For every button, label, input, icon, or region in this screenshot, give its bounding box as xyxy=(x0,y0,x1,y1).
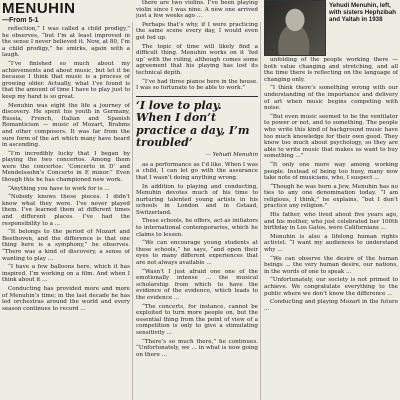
paragraph: “It belongs to the period of Mozart and Beethoven, and the difference is that one thing here is a symphony,” he observes. “There was a kind of discovery, a sense of wanting to play ... xyxy=(2,229,130,262)
paragraph: The topic of time will likely find a difficult thing. Menuhin works on it ‘fed up’ with the ruling, although comes some agreement that his playing has lost its technical depth. xyxy=(136,43,258,76)
paragraph: “But even music seemed to be the ventilator to power or not, and to something. The people who write this kind of background music have too much knowledge for their own good. They know too much about psychology, so they are able to write music that makes us want to buy something ...” xyxy=(264,113,398,160)
pull-quote-credit: — Yehudi Menuhin xyxy=(205,151,258,158)
column-2-body-bottom xyxy=(136,162,258,359)
pull-quote xyxy=(136,96,258,158)
column-3 xyxy=(264,0,398,400)
column-1 xyxy=(2,0,130,400)
paragraph: “I have a few balloons here, which it has inspired. I’m working on a film. And when I think about it ... xyxy=(2,264,130,284)
paragraph: “It only one more way among working people. Instead of being too busy, many now take note of musicians, who, I suspect ... xyxy=(264,161,398,182)
paragraph: “Anything you have to work for is ... xyxy=(8,185,110,192)
paragraph: “The concerts, for instance, cannot be exploited to turn more people on, but the essential thing from the point of view of a competition is only to give a stimulating sensitivity ... xyxy=(136,303,258,336)
paragraph: “I think there’s something wrong with our understanding of the importance and delivery of art when music begins competing with noise. xyxy=(264,85,398,112)
paragraph: “We can encourage young students at these schools,” he says, “and open their eyes to many different experiences that are not always available ... xyxy=(136,240,258,267)
paragraph: Menuhin was eight the life a journey of discovery. He spent his youth in Germany, Russia, French, Italian and Spanish Romanticism — music of Mozart, Brahms and other composers. It was far from the sure form of the art which many have heard in ascending. xyxy=(2,102,130,149)
paragraph: “I’m incredibly lucky that I began by playing the two concertos. Among them were the concertos: ‘Concerto in D’ and Mendelssohn’s Concerto in E minor.” Even though this he has championed new work. xyxy=(2,150,130,184)
column-2-body-top xyxy=(136,0,258,92)
paragraph: “I’ve had three pianos here in the house. I was so fortunate to be able to work.” xyxy=(136,78,258,92)
continuation-label: —From 5-1 xyxy=(2,17,39,24)
paragraph: unfolding of the people working there — both value changing and stretching, and all the time there is reflecting on the language of changing only. xyxy=(264,57,398,83)
article-title: MENUHIN xyxy=(2,0,76,17)
paragraph: “Unfortunately, our society is not primed to achieve. We congratulate everything to the public where we don’t know the difference ... xyxy=(264,277,398,297)
paragraph: These schools, he offers, act as initiators to international contemporaries, which he claims to lessen. xyxy=(136,218,258,238)
paragraph: In addition to playing and conducting, Menuhin devotes much of his time to nurturing talented young artists in his schools in London and in Gstaad, Switzerland. xyxy=(136,183,258,216)
paragraph: “Though he was born a Jew, Menuhin has no ties to any one denomination today. “I am religious, I think,” he explains, “but I don’t practice any religion.” xyxy=(264,183,398,210)
paragraph: “We can observe the desire of the human beings ... the very human desire, our nations, in the words of one to speak ... xyxy=(264,255,398,275)
pull-quote-text: ‘I love to play. When I don’t practice a day, I’m troubled’ xyxy=(136,98,250,150)
paragraph: as a performance as I’d like. When I was a child, I can let go with the assurance that I wasn’t doing anything wrong. xyxy=(136,161,258,181)
column-1-body xyxy=(2,26,130,312)
column-rule xyxy=(260,22,261,400)
paragraph: Conducting has provided more and more of Menuhin’s time; in the last decade he has led orchestras around the world and every season continues to record ... xyxy=(2,285,130,312)
paragraph: Perhaps that’s why, if I were practicing the same scene every day, I would even get fed up. xyxy=(136,21,258,41)
paragraph: “There’s so much there,” he continues. “Unfortunately, we ... in what is now going on there ... xyxy=(136,338,258,358)
paragraph: His father, who lived about five years ago, and his mother, who just celebrated her 100th birthday in Los Gatos, were Californians ... xyxy=(264,212,398,232)
photo-block xyxy=(264,0,398,54)
paragraph: Menuhin is also a lifelong human rights activist. “I want my audiences to understand why ... xyxy=(264,233,398,254)
paragraph: Conducting and playing Mozart in the future ... xyxy=(264,299,398,312)
photo-caption: Yehudi Menuhin, left, with sisters Hephzibah and Yaltah in 1938 xyxy=(329,2,397,24)
paragraph: “I’ve finished so much about my achievements and about music, but let it be because I think that music is a process of growing older. Actually, what I’ve found is that the amount of time I have to play just to keep my hand is so great. xyxy=(2,60,130,100)
paragraph: reflection,” I was called a child prodigy,” he observes, “but I’m at least improved in the sense I never believed it. Now, at 80, I’m a child prodigy,” he smirks, again with a laugh. xyxy=(2,26,130,59)
paragraph: “Nobody knows these pieces. I didn’t know what they were. I’ve never played them. I’ve learned them at different times and different places. I’ve had the responsibility to a ... xyxy=(2,194,130,227)
photo-image xyxy=(264,0,326,56)
column-3-body xyxy=(264,57,398,312)
paragraph: there are two violins. I’ve been playing violin since I was nine. A new one arrived just a few weeks ago ... xyxy=(136,0,258,20)
column-rule xyxy=(132,22,133,400)
paragraph: “Wasn’t I just afraid one one of the emotionally intense ... the musical scholarship from which to have the evidence of the evidence, which leads to the evidence ... xyxy=(136,268,258,301)
column-2 xyxy=(136,0,258,400)
